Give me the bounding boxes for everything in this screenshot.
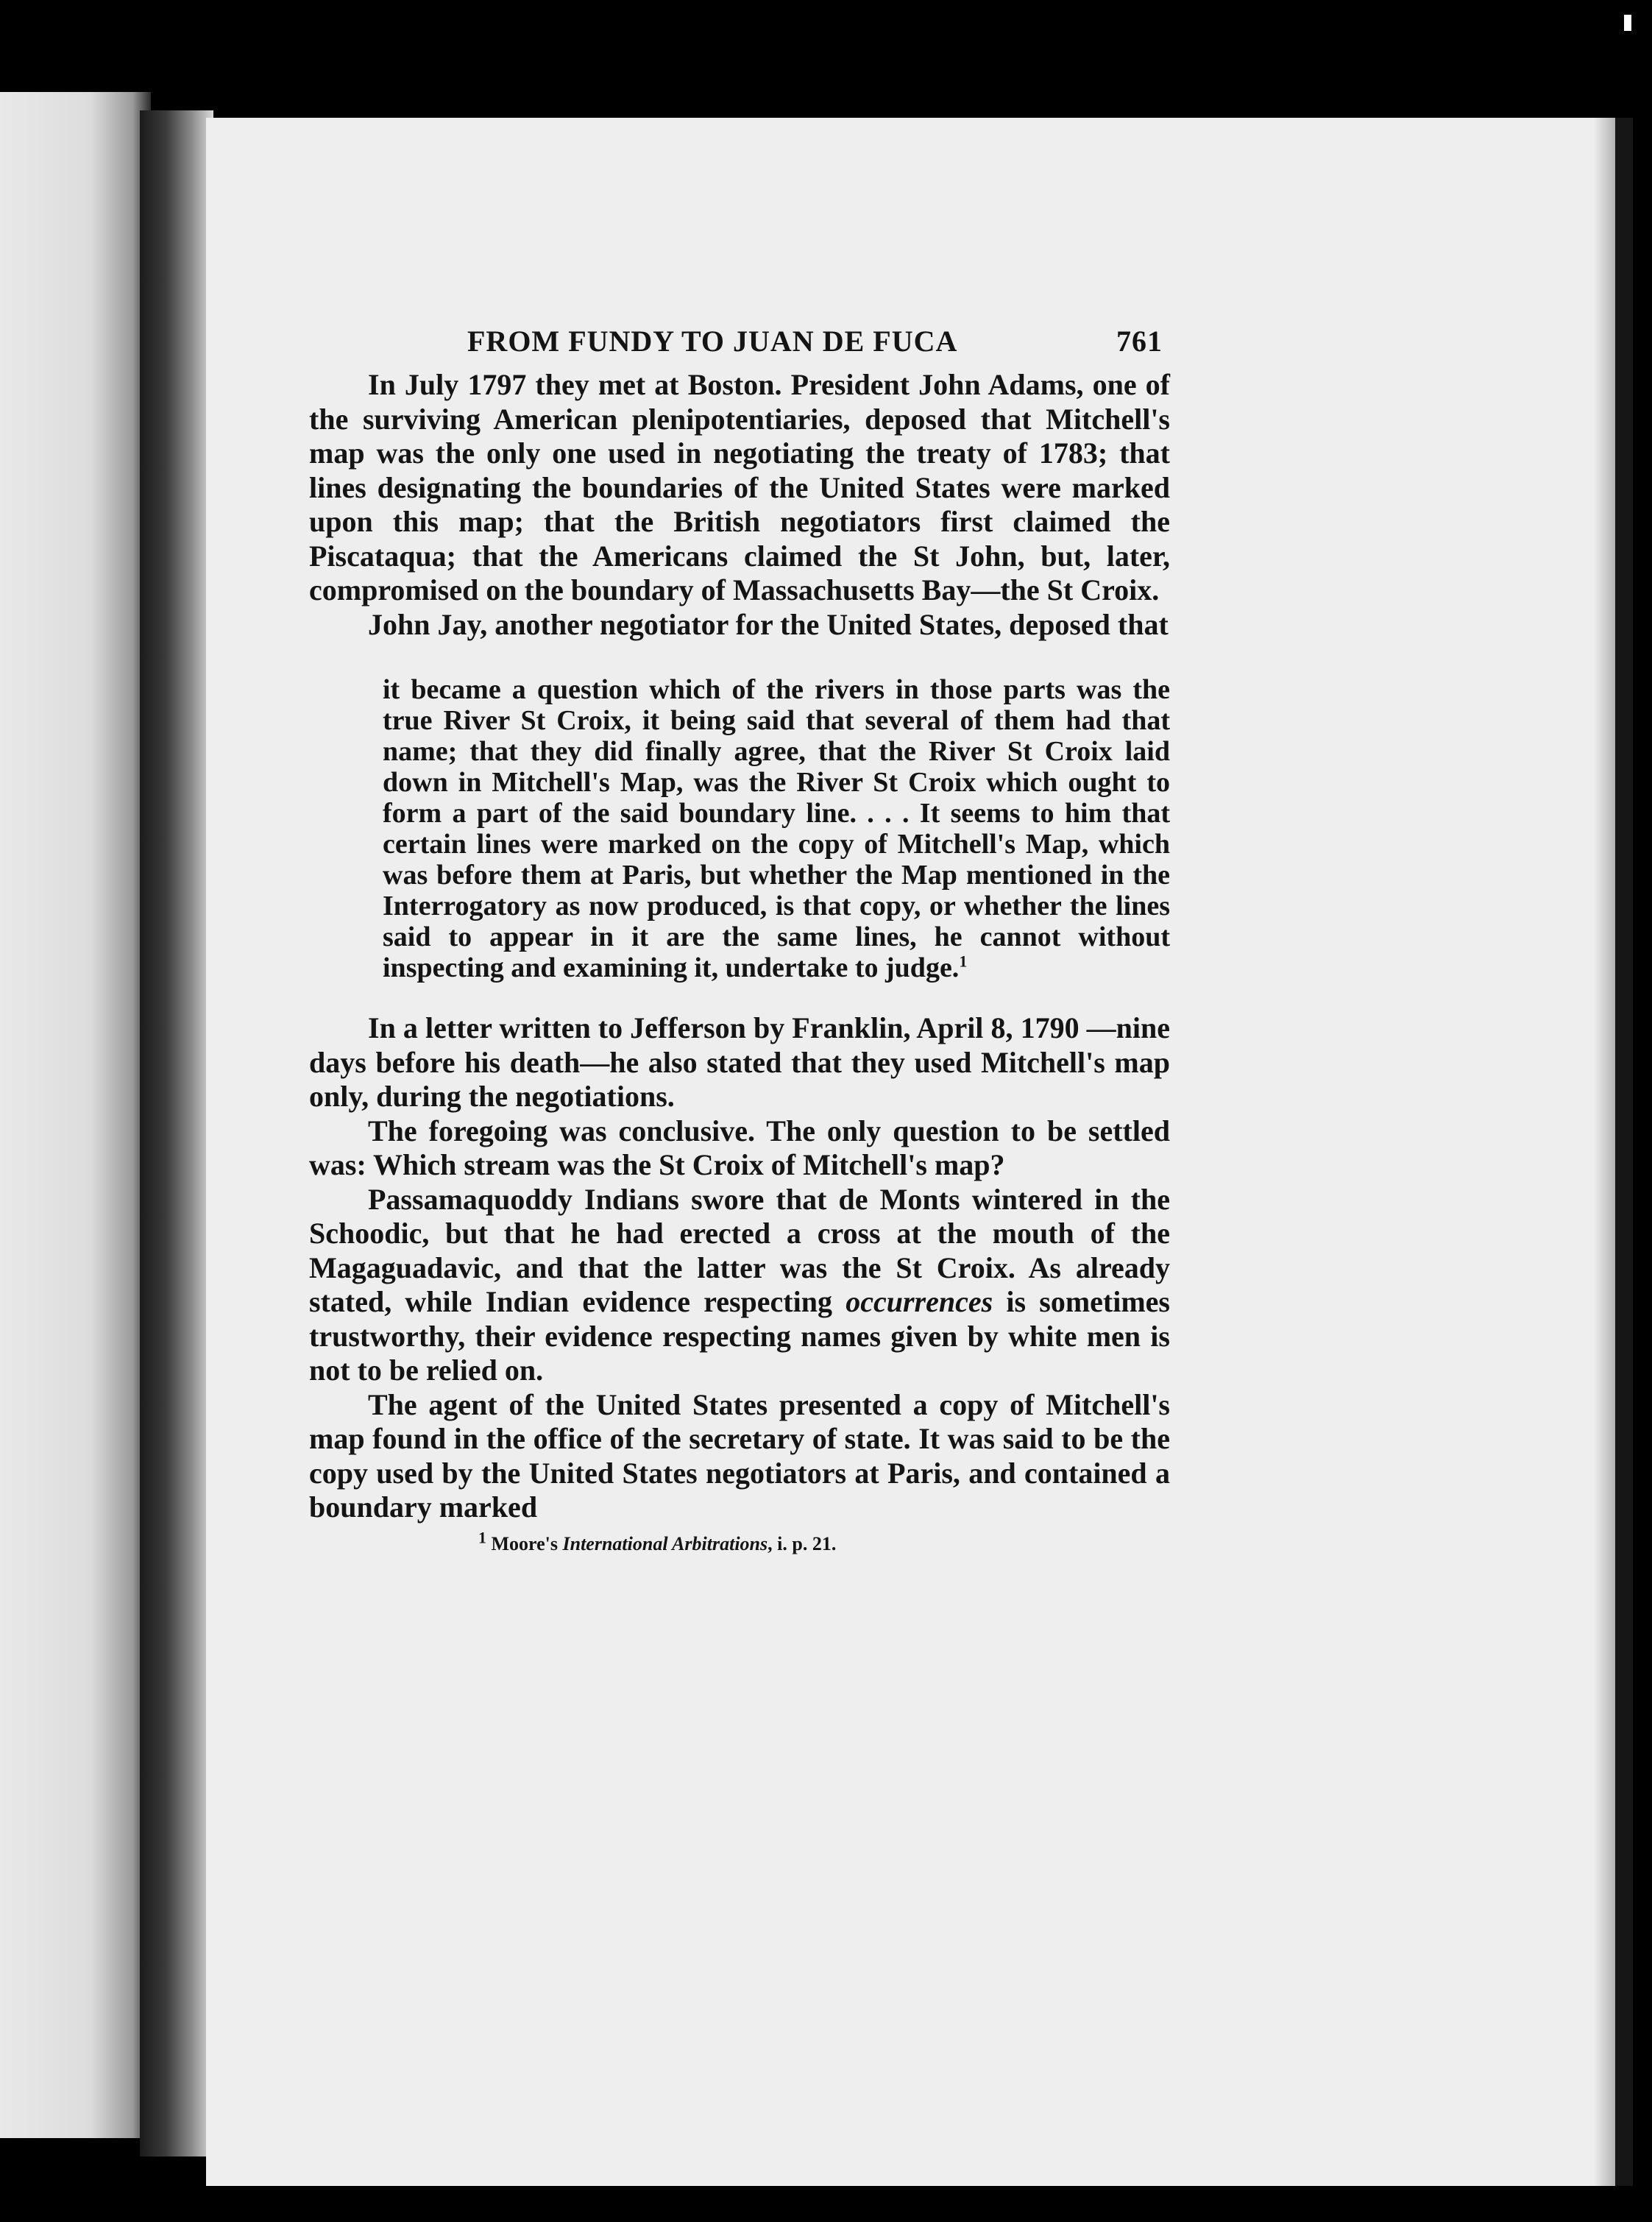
paragraph-jay-intro: John Jay, another negotiator for the United States, deposed that bbox=[368, 607, 1169, 641]
running-head bbox=[309, 324, 1170, 368]
paragraph-foregoing: The foregoing was conclusive. The only question to be settled was: Which stream was the St Croix of Mitchell's map? bbox=[309, 1114, 1170, 1181]
paragraph-agent: The agent of the United States presented a copy of Mitchell's map found in the office of the secretary of state. It was said to be the copy used by the United States negotiators at Paris, and contained a boundary marked bbox=[309, 1387, 1170, 1524]
paragraph-adams: In July 1797 they met at Boston. President John Adams, one of the surviving American plenipotentiaries, deposed that Mitchell's map was the only one used in negotiating the treaty of 1783; that lines designating the boundaries of the United States were marked upon this map; that the British negotiators first claimed the Piscataqua; that the Americans claimed the St John, but, later, compromised on the boundary of Massachusetts Bay—the St Croix. bbox=[309, 368, 1170, 606]
facing-page-edge bbox=[0, 92, 151, 2138]
paragraph-indians bbox=[309, 1183, 1170, 1388]
footnote-marker: 1 bbox=[478, 1527, 486, 1546]
block-quotation bbox=[383, 674, 1170, 983]
footnote bbox=[309, 1527, 1170, 1556]
book-gutter-shadow bbox=[140, 110, 213, 2156]
footnote-locator: , i. p. 21. bbox=[767, 1532, 837, 1554]
indians-text-end: is sometimes trustworthy, their evidence respecting names given by white men is not to be relied on. bbox=[309, 1285, 1170, 1387]
quotation-text: it became a question which of the rivers in those parts was the true River St Croix, it being said that several of them had that name; that they did finally agree, that the River St Croix laid down in Mitchell's Map, was the River St Croix which ought to form a part of the said boundary line. . . . It seems to him that certain lines were marked on the copy of Mitchell's Map, which was before them at Paris, but whether the Map mentioned in the Interrogatory as now produced, is that copy, or whether the lines said to appear in it are the same lines, he cannot without inspecting and examining it, undertake to judge. bbox=[383, 674, 1170, 983]
page-content bbox=[309, 324, 1170, 1556]
scan-corner-mark bbox=[1624, 15, 1631, 31]
footnote-work-title: International Arbitrations bbox=[562, 1532, 768, 1554]
footnote-author: Moore's bbox=[491, 1532, 558, 1554]
running-title: FROM FUNDY TO JUAN DE FUCA bbox=[467, 325, 958, 358]
indians-text-start: Passamaquoddy Indians swore that de Monts wintered in the Schoodic, but that he had erected a cross at the mouth of the Magaguadavic, and that the latter was the St Croix. As already stated, while Indian evidence respecting bbox=[309, 1182, 1170, 1318]
page-number: 761 bbox=[1116, 325, 1163, 358]
paragraph-franklin: In a letter written to Jefferson by Franklin, April 8, 1790 —nine days before his death—he also stated that they used Mitchell's map only, during the negotiations. bbox=[309, 1011, 1170, 1113]
italic-occurrences: occurrences bbox=[846, 1285, 993, 1318]
footnote-reference: 1 bbox=[959, 952, 968, 971]
